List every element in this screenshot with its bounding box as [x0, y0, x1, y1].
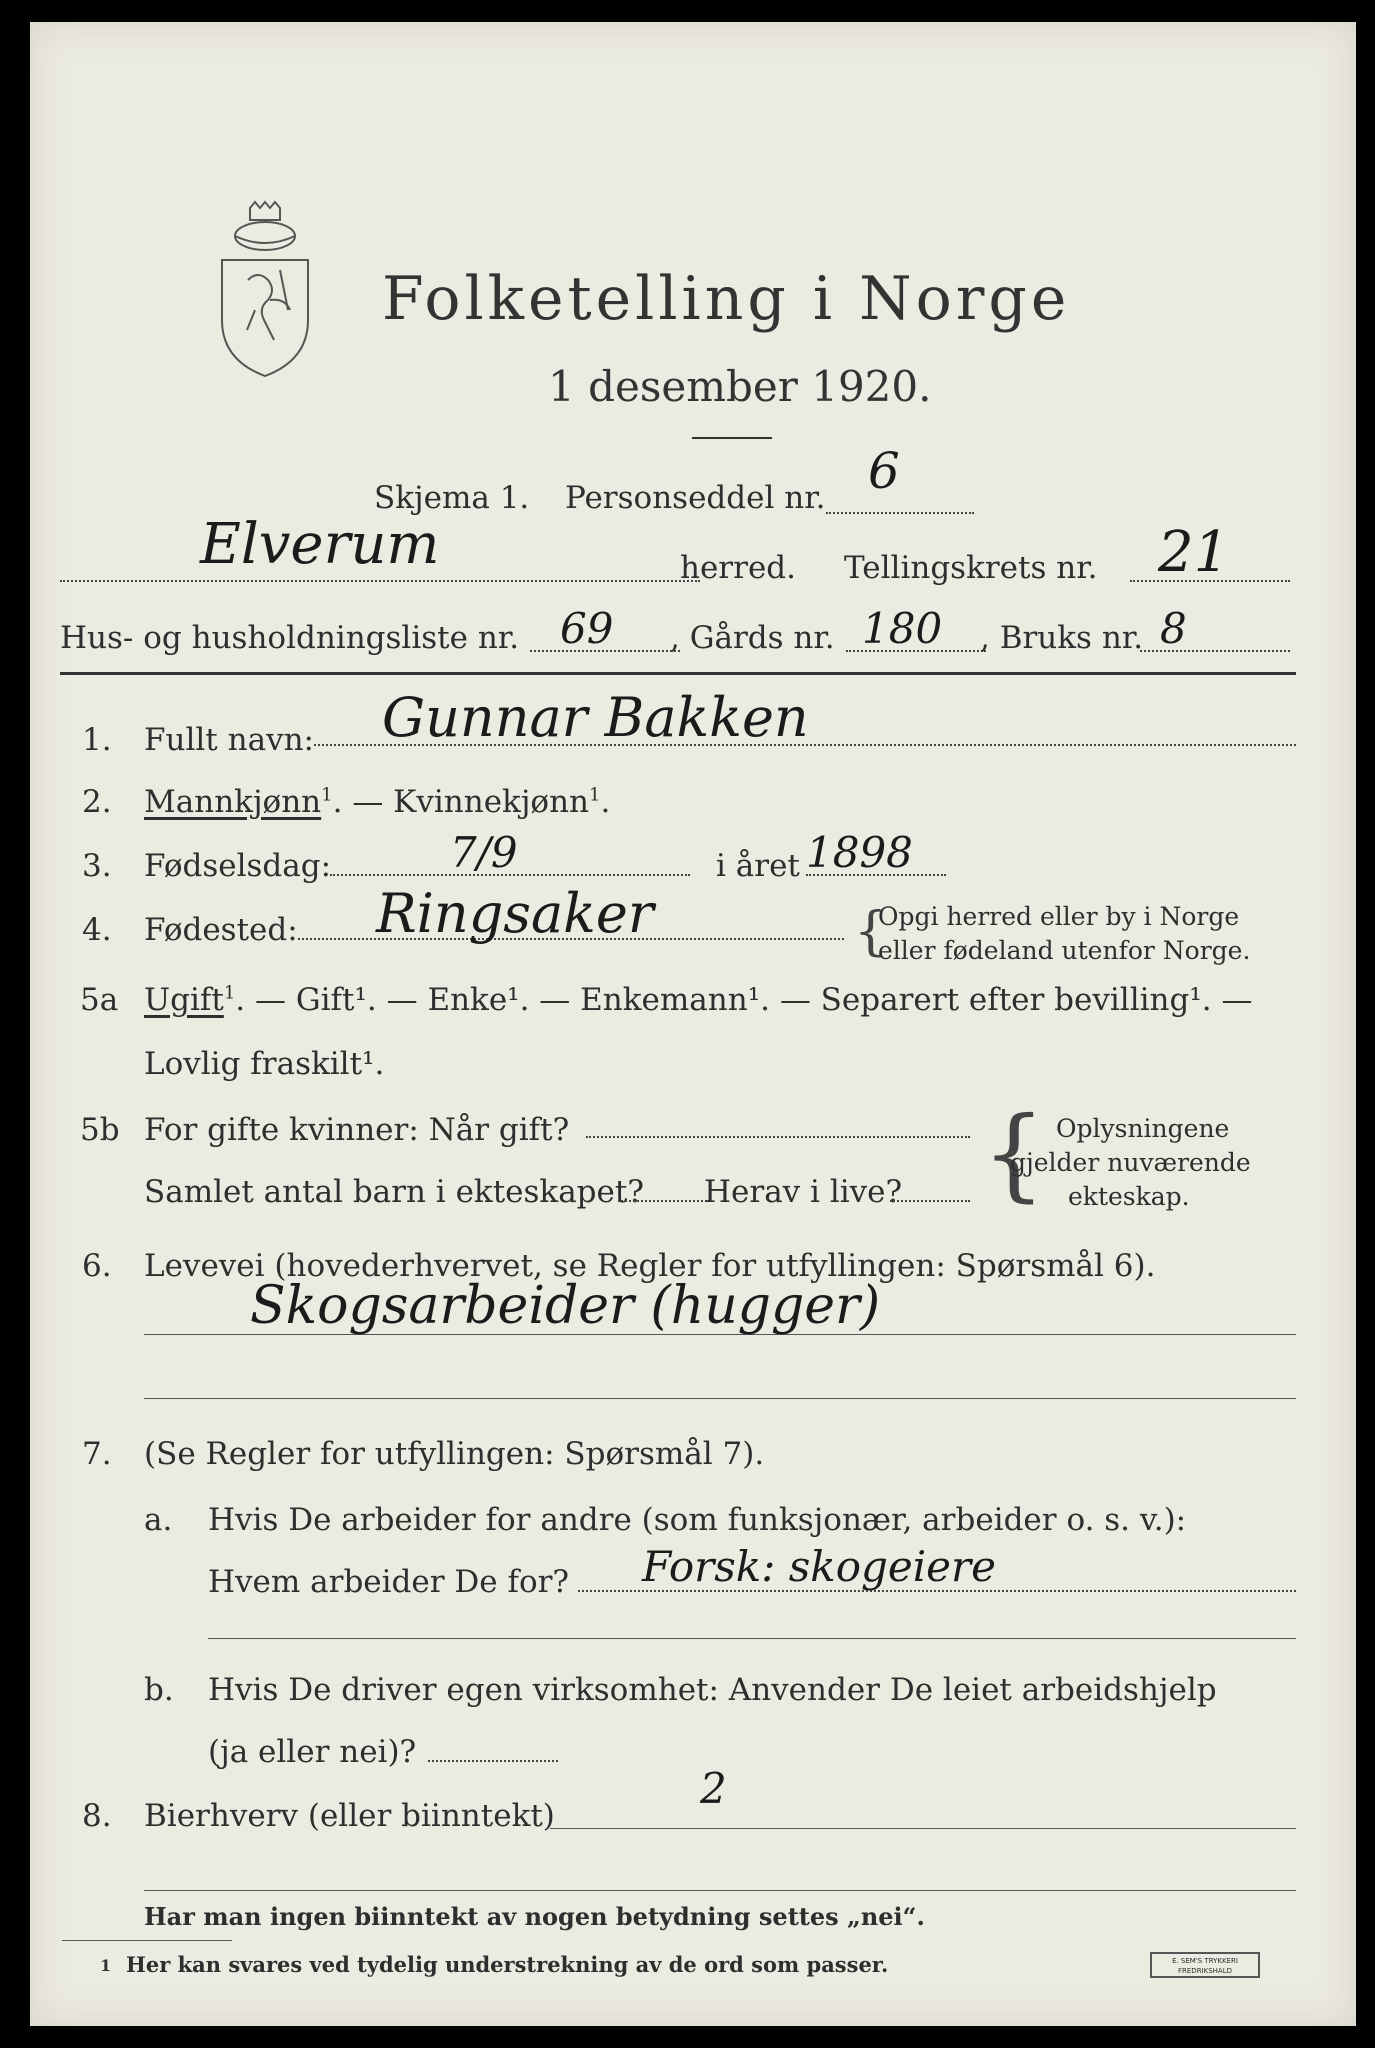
- q7-number: 7.: [82, 1436, 112, 1472]
- q6-number: 6.: [82, 1248, 112, 1284]
- census-form-page: [30, 22, 1356, 2026]
- occupation-value: Skogsarbeider (hugger): [250, 1276, 881, 1336]
- q5b-line2b: Herav i live?: [704, 1174, 903, 1210]
- q2-separator: . —: [332, 784, 394, 820]
- q7a-letter: a.: [144, 1502, 173, 1538]
- title-divider: [692, 437, 772, 439]
- norwegian-coat-of-arms-icon: [210, 200, 320, 378]
- q2-number: 2.: [82, 784, 112, 820]
- employer-line-2[interactable]: [208, 1638, 1296, 1639]
- hus-value: 69: [560, 604, 614, 653]
- footnote-text: Her kan svares ved tydelig understrekning av de ord som passer.: [126, 1952, 889, 1977]
- printer-stamp: [1150, 1952, 1260, 1978]
- skjema-label: Skjema 1.: [374, 480, 530, 516]
- footnote-divider: [62, 1940, 232, 1941]
- bierhverv-field[interactable]: [550, 1828, 1296, 1829]
- naar-gift-field[interactable]: [586, 1136, 970, 1138]
- personseddel-value: 6: [868, 442, 900, 500]
- q5a-options: [144, 982, 1252, 1018]
- q5b-note3: ekteskap.: [1068, 1182, 1190, 1211]
- q5b-line1: For gifte kvinner: Når gift?: [144, 1112, 570, 1148]
- q4-note-line2: eller fødeland utenfor Norge.: [878, 936, 1251, 965]
- census-date: 1 desember 1920.: [548, 362, 932, 411]
- q8-label: Bierhverv (eller biinntekt): [144, 1798, 555, 1834]
- q5b-note2: gjelder nuværende: [1010, 1148, 1251, 1177]
- q7a-line1: Hvis De arbeider for andre (som funksjonær, arbeider o. s. v.):: [208, 1502, 1187, 1538]
- occupation-line-2[interactable]: [144, 1398, 1296, 1399]
- form-title: Folketelling i Norge: [382, 264, 1071, 334]
- q4-brace: {: [854, 902, 888, 962]
- birthplace-value: Ringsaker: [376, 882, 654, 945]
- q1-label: Fullt navn:: [144, 722, 314, 758]
- bruks-value: 8: [1160, 604, 1187, 653]
- employer-value: Forsk: skogeiere: [642, 1542, 996, 1591]
- biinntekt-note: Har man ingen biinntekt av nogen betydning settes „nei“.: [144, 1902, 925, 1931]
- ugift-option[interactable]: Ugift: [144, 982, 224, 1018]
- herred-field[interactable]: [60, 580, 700, 582]
- personseddel-field[interactable]: [826, 512, 974, 514]
- personseddel-label: Personseddel nr.: [565, 480, 826, 516]
- mannkjonn-option[interactable]: Mannkjønn: [144, 784, 322, 820]
- q5a-other-options[interactable]: . — Gift¹. — Enke¹. — Enkemann¹. — Separert efter bevilling¹. —: [235, 982, 1253, 1018]
- q5b-brace: {: [982, 1095, 1046, 1212]
- full-name-value: Gunnar Bakken: [382, 686, 809, 749]
- q5a-number: 5a: [80, 982, 119, 1018]
- tellingskrets-value: 21: [1158, 520, 1230, 585]
- herred-label: herred.: [680, 550, 796, 586]
- footnote-marker: 1: [589, 784, 601, 806]
- q5b-number: 5b: [80, 1112, 120, 1148]
- q5a-line2[interactable]: Lovlig fraskilt¹.: [144, 1046, 385, 1082]
- q7-label: (Se Regler for utfyllingen: Spørsmål 7).: [144, 1436, 765, 1472]
- q5b-note1: Oplysningene: [1056, 1114, 1230, 1143]
- herred-value: Elverum: [200, 512, 440, 577]
- q7b-line1: Hvis De driver egen virksomhet: Anvender De leiet arbeidshjelp: [208, 1672, 1217, 1708]
- herav-i-live-field[interactable]: [890, 1200, 970, 1202]
- q6-label: Levevei (hovederhvervet, se Regler for utfyllingen: Spørsmål 6).: [144, 1248, 1156, 1284]
- footnote-marker: 1: [223, 982, 236, 1004]
- printer-stamp-text: E. SEM'S TRYKKERI FREDRIKSHALD: [1172, 1957, 1238, 1975]
- q3-number: 3.: [82, 848, 112, 884]
- aaret-label: i året: [716, 848, 800, 884]
- gards-label: , Gårds nr.: [670, 620, 835, 656]
- q5b-line2a: Samlet antal barn i ekteskapet?: [144, 1174, 644, 1210]
- hus-label: Hus- og husholdningsliste nr.: [60, 620, 520, 656]
- q4-note-line1: Opgi herred eller by i Norge: [878, 902, 1240, 931]
- q3-label: Fødselsdag:: [144, 848, 332, 884]
- birthyear-value: 1898: [806, 828, 913, 877]
- birthdate-value: 7/9: [450, 828, 518, 877]
- q2-options: [144, 784, 610, 820]
- bruks-label: , Bruks nr.: [980, 620, 1144, 656]
- gards-value: 180: [862, 604, 943, 653]
- q4-label: Fødested:: [144, 912, 298, 948]
- q4-number: 4.: [82, 912, 112, 948]
- q7b-letter: b.: [144, 1672, 174, 1708]
- header-separator: [60, 672, 1296, 675]
- antal-barn-field[interactable]: [618, 1200, 710, 1202]
- leiet-arbeidshjelp-field[interactable]: [428, 1760, 558, 1762]
- footnote-number: 1: [100, 1956, 112, 1975]
- q7a-line2: Hvem arbeider De for?: [208, 1564, 570, 1600]
- q7b-line2: (ja eller nei)?: [208, 1734, 417, 1770]
- footnote-marker: 1: [321, 784, 333, 806]
- bierhverv-line-2[interactable]: [144, 1890, 1296, 1891]
- q2-end: .: [600, 784, 611, 820]
- kvinnekjonn-option[interactable]: Kvinnekjønn: [393, 784, 590, 820]
- bierhverv-value: 2: [700, 1764, 727, 1813]
- q8-number: 8.: [82, 1798, 112, 1834]
- q1-number: 1.: [82, 722, 112, 758]
- tellingskrets-label: Tellingskrets nr.: [844, 550, 1098, 586]
